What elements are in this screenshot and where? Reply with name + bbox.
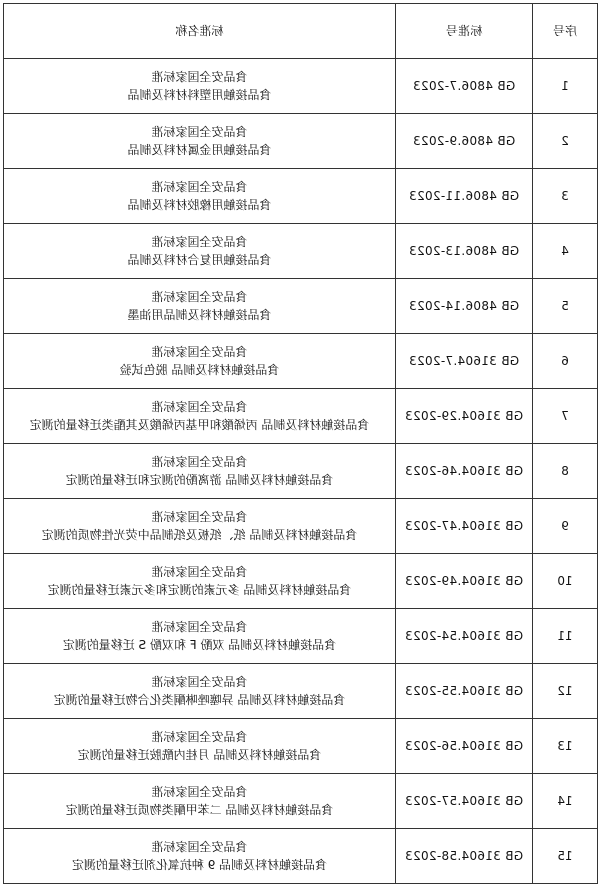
standard-name-title: 食品安全国家标准 xyxy=(151,125,248,139)
row-number: 10 xyxy=(533,554,598,609)
row-number: 6 xyxy=(533,334,598,389)
standard-name-subtitle: 食品接触材料及制品 二苯甲酮类物质迁移量的测定 xyxy=(65,803,334,817)
standard-name xyxy=(4,169,396,224)
standard-name-title: 食品安全国家标准 xyxy=(151,345,248,359)
header-code: 标准号 xyxy=(396,4,533,59)
standard-code: GB 4806.9-2023 xyxy=(396,114,533,169)
standard-name-title: 食品安全国家标准 xyxy=(151,620,248,634)
row-number: 7 xyxy=(533,389,598,444)
standard-name-title: 食品安全国家标准 xyxy=(151,455,248,469)
standard-code: GB 4806.14-2023 xyxy=(396,279,533,334)
standard-name xyxy=(4,279,396,334)
standard-name-subtitle: 食品接触材料及制品 纸、纸板及纸制品中荧光性物质的测定 xyxy=(41,528,358,542)
table-row xyxy=(4,609,598,664)
standard-code: GB 31604.57-2023 xyxy=(396,774,533,829)
standard-name-title: 食品安全国家标准 xyxy=(151,730,248,744)
standard-code: GB 31604.47-2023 xyxy=(396,499,533,554)
row-number: 11 xyxy=(533,609,598,664)
standard-code: GB 31604.58-2023 xyxy=(396,829,533,884)
table-row xyxy=(4,59,598,114)
standard-name-title: 食品安全国家标准 xyxy=(151,70,248,84)
standard-code: GB 31604.7-2023 xyxy=(396,334,533,389)
standard-code: GB 4806.11-2023 xyxy=(396,169,533,224)
row-number: 14 xyxy=(533,774,598,829)
table-row xyxy=(4,499,598,554)
standard-name xyxy=(4,114,396,169)
header-row xyxy=(4,4,598,59)
standard-name-subtitle: 食品接触材料及制品 丙烯酸和甲基丙烯酸及其酯类迁移量的测定 xyxy=(29,418,370,432)
standard-name xyxy=(4,389,396,444)
standard-name xyxy=(4,774,396,829)
standard-name xyxy=(4,499,396,554)
standard-code: GB 31604.55-2023 xyxy=(396,664,533,719)
standard-name-title: 食品安全国家标准 xyxy=(151,675,248,689)
standard-name-subtitle: 食品接触用金属材料及制品 xyxy=(127,143,272,157)
standard-name xyxy=(4,554,396,609)
standard-name-title: 食品安全国家标准 xyxy=(151,785,248,799)
table-row xyxy=(4,334,598,389)
standard-name-subtitle: 食品接触用塑料材料及制品 xyxy=(127,88,272,102)
row-number: 2 xyxy=(533,114,598,169)
row-number: 5 xyxy=(533,279,598,334)
row-number: 3 xyxy=(533,169,598,224)
row-number: 15 xyxy=(533,829,598,884)
row-number: 13 xyxy=(533,719,598,774)
row-number: 1 xyxy=(533,59,598,114)
standard-name-subtitle: 食品接触材料及制品 游离酚的测定和迁移量的测定 xyxy=(65,473,334,487)
standard-name xyxy=(4,609,396,664)
standard-code: GB 31604.46-2023 xyxy=(396,444,533,499)
table-row xyxy=(4,169,598,224)
header-name: 标准名称 xyxy=(4,4,396,59)
table-row xyxy=(4,224,598,279)
standard-name xyxy=(4,829,396,884)
standard-name-title: 食品安全国家标准 xyxy=(151,510,248,524)
standard-code: GB 31604.29-2023 xyxy=(396,389,533,444)
standard-name-title: 食品安全国家标准 xyxy=(151,565,248,579)
table-row xyxy=(4,444,598,499)
table-row xyxy=(4,279,598,334)
table-row xyxy=(4,719,598,774)
standard-name-subtitle: 食品接触材料及制品 月桂内酰胺迁移量的测定 xyxy=(77,748,322,762)
standard-name-subtitle: 食品接触材料及制品 双酚 F 和双酚 S 迁移量的测定 xyxy=(62,638,337,652)
row-number: 4 xyxy=(533,224,598,279)
table-row xyxy=(4,114,598,169)
standard-name-title: 食品安全国家标准 xyxy=(151,290,248,304)
header-no: 序号 xyxy=(533,4,598,59)
standard-name-subtitle: 食品接触材料及制品 脱色试验 xyxy=(119,363,280,377)
standard-name xyxy=(4,334,396,389)
standards-table xyxy=(3,3,598,884)
table-row xyxy=(4,774,598,829)
standard-code: GB 4806.13-2023 xyxy=(396,224,533,279)
row-number: 12 xyxy=(533,664,598,719)
standard-name xyxy=(4,444,396,499)
row-number: 9 xyxy=(533,499,598,554)
standard-code: GB 31604.56-2023 xyxy=(396,719,533,774)
standard-code: GB 31604.54-2023 xyxy=(396,609,533,664)
standard-name-subtitle: 食品接触材料及制品用油墨 xyxy=(127,308,272,322)
table-row xyxy=(4,389,598,444)
row-number: 8 xyxy=(533,444,598,499)
table-row xyxy=(4,554,598,609)
standard-name xyxy=(4,59,396,114)
table-row xyxy=(4,664,598,719)
standard-name-subtitle: 食品接触材料及制品 多元素的测定和多元素迁移量的测定 xyxy=(47,583,352,597)
standard-name-subtitle: 食品接触材料及制品 异噻唑啉酮类化合物迁移量的测定 xyxy=(53,693,346,707)
standard-name-title: 食品安全国家标准 xyxy=(151,840,248,854)
standard-code: GB 31604.49-2023 xyxy=(396,554,533,609)
standard-name-title: 食品安全国家标准 xyxy=(151,180,248,194)
standard-name xyxy=(4,664,396,719)
standard-name xyxy=(4,719,396,774)
standard-name-subtitle: 食品接触用橡胶材料及制品 xyxy=(127,198,272,212)
table-row xyxy=(4,829,598,884)
standard-name-subtitle: 食品接触用复合材料及制品 xyxy=(127,253,272,267)
standard-name-title: 食品安全国家标准 xyxy=(151,400,248,414)
standard-code: GB 4806.7-2023 xyxy=(396,59,533,114)
standard-name-subtitle: 食品接触材料及制品 9 种抗氧化剂迁移量的测定 xyxy=(71,858,328,872)
standard-name-title: 食品安全国家标准 xyxy=(151,235,248,249)
standard-name xyxy=(4,224,396,279)
